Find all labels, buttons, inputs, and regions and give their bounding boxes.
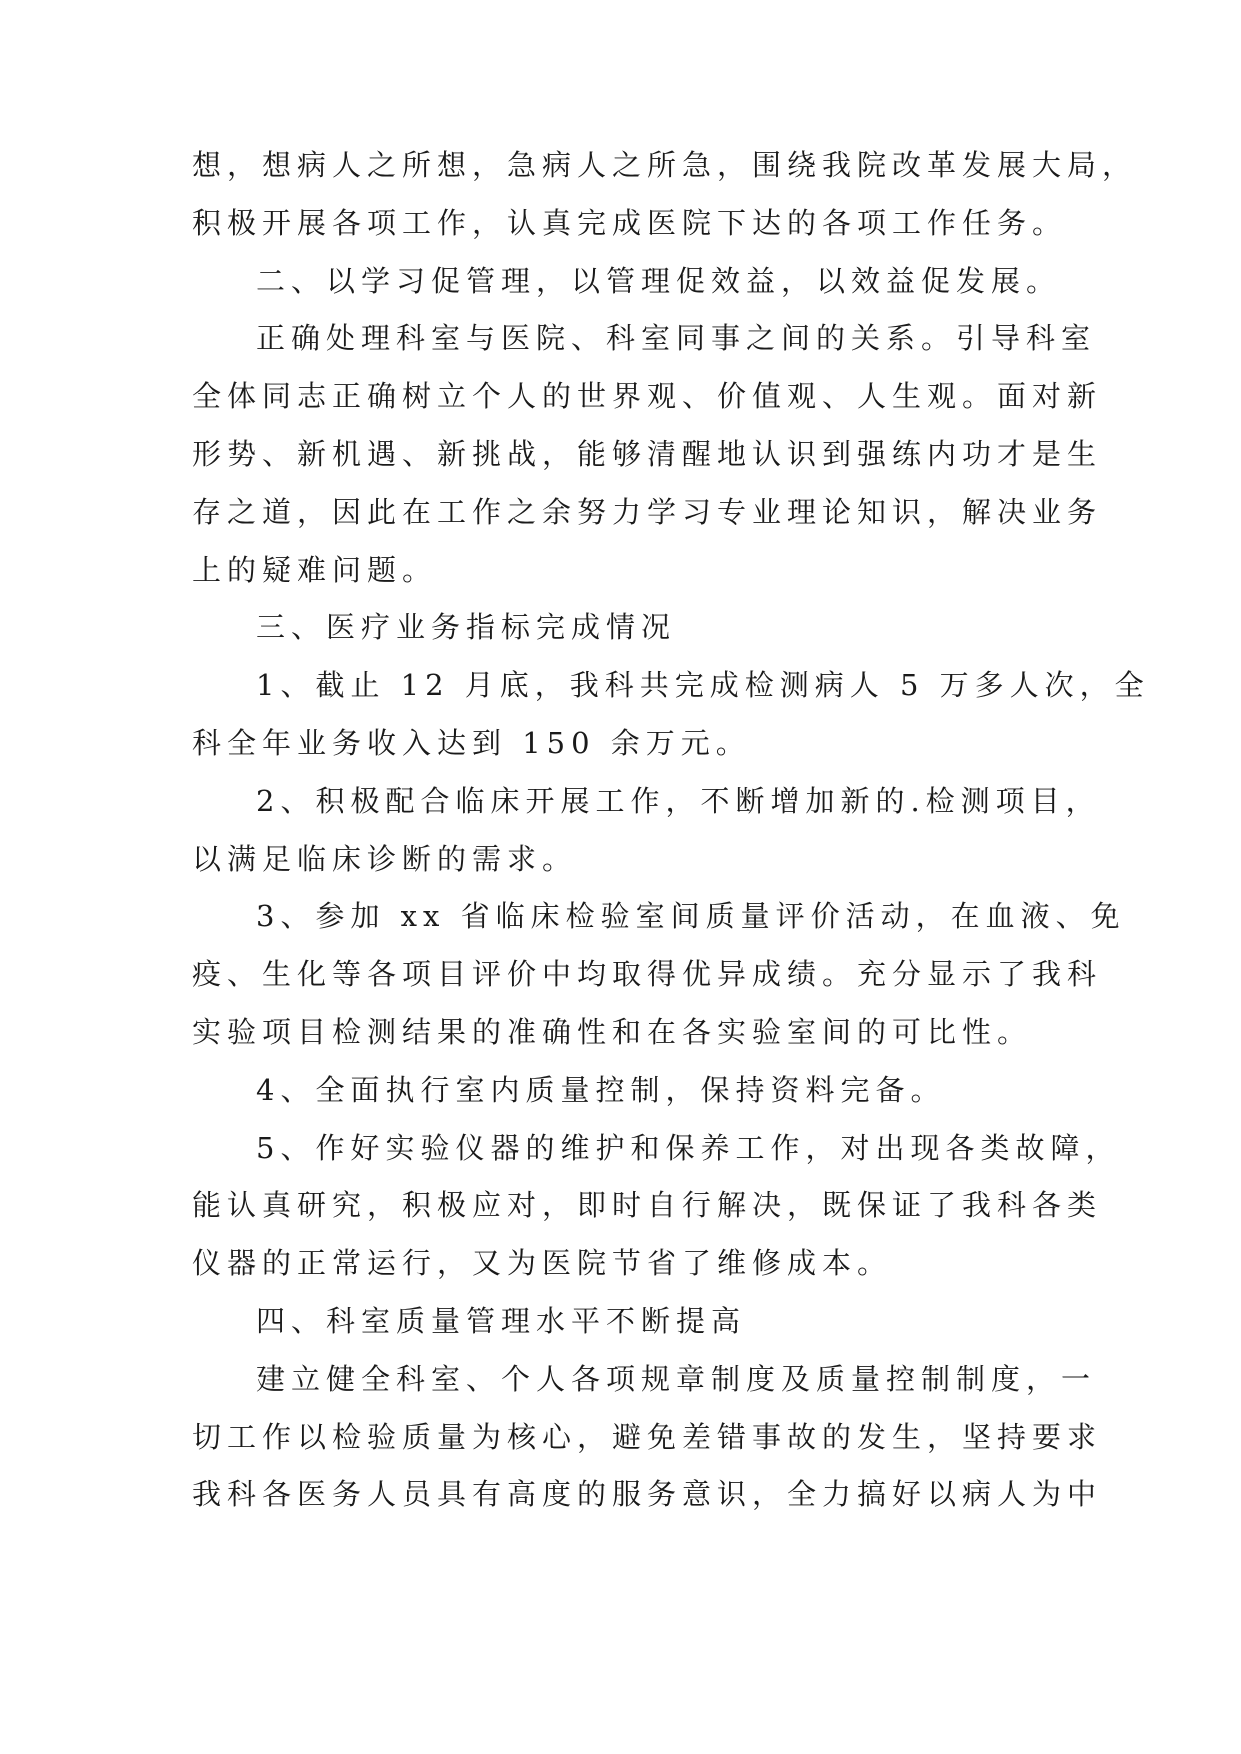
text-line: 科全年业务收入达到 150 余万元。 xyxy=(192,726,751,760)
text-line: 建立健全科室、个人各项规章制度及质量控制制度，一 xyxy=(256,1361,1097,1396)
text-line: 存之道，因此在工作之余努力学习专业理论知识，解决业务 xyxy=(192,494,1103,529)
text-line: 1、截止 12 月底，我科共完成检测病人 5 万多人次，全 xyxy=(256,668,1150,703)
text-line: 仪器的正常运行，又为医院节省了维修成本。 xyxy=(192,1246,893,1281)
text-line: 3、参加 xx 省临床检验室间质量评价活动，在血液、免 xyxy=(256,899,1126,934)
text-line: 疫、生化等各项目评价中均取得优异成绩。充分显示了我科 xyxy=(192,957,1103,992)
text-line: 能认真研究，积极应对，即时自行解决，既保证了我科各类 xyxy=(192,1188,1103,1223)
text-line: 想，想病人之所想，急病人之所急，围绕我院改革发展大局， xyxy=(192,148,1138,182)
text-line: 正确处理科室与医院、科室同事之间的关系。引导科室 xyxy=(256,321,1097,356)
text-line: 5、作好实验仪器的维护和保养工作，对出现各类故障， xyxy=(256,1130,1121,1165)
text-line: 4、全面执行室内质量控制，保持资料完备。 xyxy=(256,1072,946,1107)
text-line: 2、积极配合临床开展工作，不断增加新的.检测项目， xyxy=(256,783,1101,818)
heading-line: 四、科室质量管理水平不断提高 xyxy=(256,1304,747,1338)
heading-line: 二、以学习促管理，以管理促效益，以效益促发展。 xyxy=(256,263,1062,298)
text-line: 形势、新机遇、新挑战，能够清醒地认识到强练内功才是生 xyxy=(192,437,1103,471)
text-line: 我科各医务人员具有高度的服务意识，全力搞好以病人为中 xyxy=(192,1477,1103,1512)
text-line: 上的疑难问题。 xyxy=(192,552,438,587)
text-line: 全体同志正确树立个人的世界观、价值观、人生观。面对新 xyxy=(192,379,1103,414)
text-line: 切工作以检验质量为核心，避免差错事故的发生，坚持要求 xyxy=(192,1419,1103,1454)
text-line: 实验项目检测结果的准确性和在各实验室间的可比性。 xyxy=(192,1015,1033,1049)
text-line: 积极开展各项工作，认真完成医院下达的各项工作任务。 xyxy=(192,205,1068,240)
text-line: 以满足临床诊断的需求。 xyxy=(192,841,578,876)
heading-line: 三、医疗业务指标完成情况 xyxy=(256,610,677,645)
